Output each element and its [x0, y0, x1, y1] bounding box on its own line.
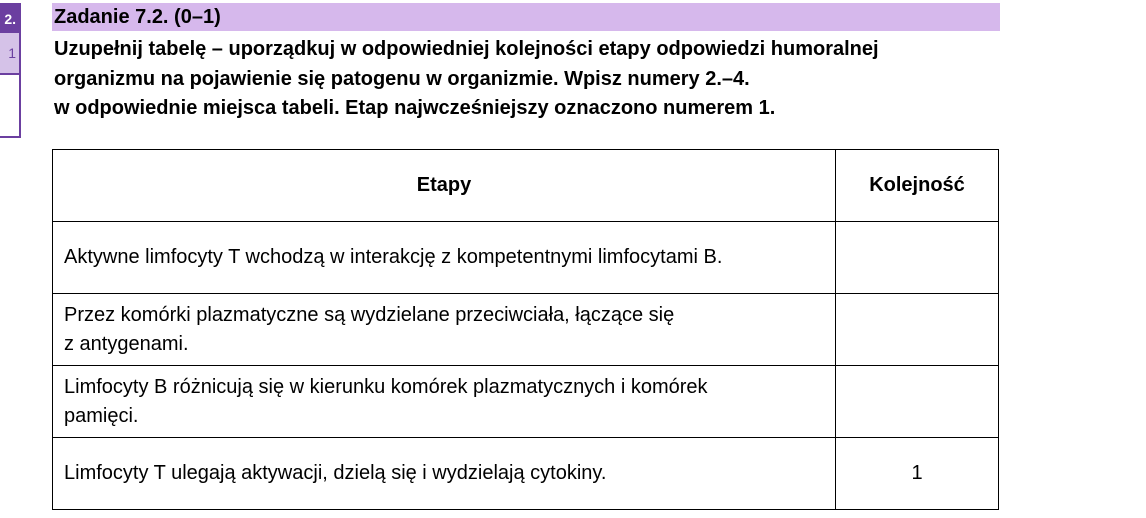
stage-text-line: Aktywne limfocyty T wchodzą w interakcję z kompetentnymi limfocytami B.: [64, 246, 723, 268]
score-margin-box: [0, 3, 21, 138]
table-row: [53, 438, 999, 510]
stage-text-line: Limfocyty B różnicują się w kierunku komórek plazmatycznych i komórek: [64, 375, 708, 398]
column-header-order: Kolejność: [836, 150, 999, 222]
instruction-line: Uzupełnij tabelę – uporządkuj w odpowiedniej kolejności etapy odpowiedzi humoralnej: [54, 38, 879, 60]
column-header-stages: Etapy: [53, 150, 836, 222]
stage-text-line: Przez komórki plazmatyczne są wydzielane przeciwciała, łączące się: [64, 303, 675, 326]
stage-text-line: pamięci.: [64, 404, 139, 427]
stage-cell: [53, 366, 836, 438]
task-title: Zadanie 7.2. (0–1): [52, 3, 1000, 31]
table-header-row: [53, 150, 999, 222]
table-row: [53, 222, 999, 294]
stage-cell: [53, 222, 836, 294]
order-answer-cell[interactable]: [836, 366, 999, 438]
instruction-line: organizmu na pojawienie się patogenu w organizmie. Wpisz numery 2.–4.: [54, 67, 750, 90]
stage-cell: [53, 294, 836, 366]
score-box-number: 2.: [0, 5, 19, 33]
table-row: [53, 366, 999, 438]
order-answer-cell[interactable]: [836, 294, 999, 366]
stages-table: [52, 149, 999, 510]
task-instructions: [54, 35, 1014, 124]
stage-text-line: z antygenami.: [64, 332, 189, 355]
table-row: [53, 294, 999, 366]
stage-text-line: Limfocyty T ulegają aktywacji, dzielą się i wydzielają cytokiny.: [64, 462, 607, 484]
score-box-points: 1: [0, 33, 19, 75]
instruction-line: w odpowiednie miejsca tabeli. Etap najwcześniejszy oznaczono numerem 1.: [54, 97, 776, 119]
order-answer-cell[interactable]: [836, 222, 999, 294]
stage-cell: [53, 438, 836, 510]
order-answer-cell[interactable]: 1: [836, 438, 999, 510]
